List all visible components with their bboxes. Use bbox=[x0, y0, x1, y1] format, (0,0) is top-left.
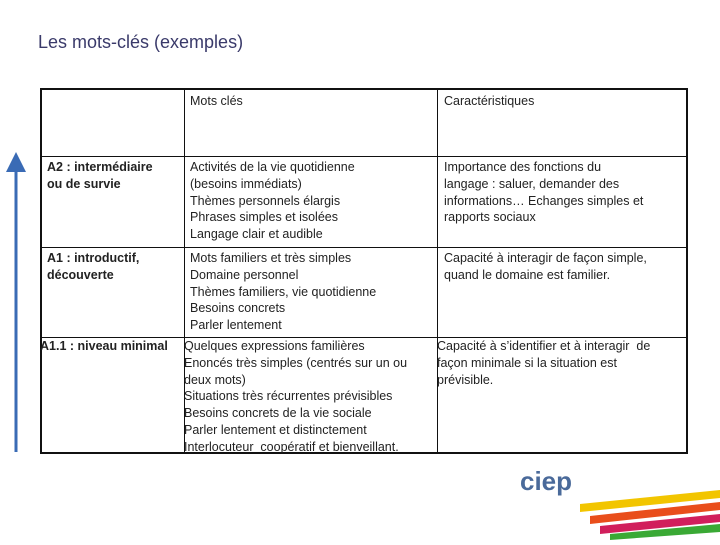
header-keywords: Mots clés bbox=[190, 94, 243, 108]
level-a1: A1 : introductif, découverte bbox=[47, 251, 140, 282]
ciep-logo bbox=[510, 460, 720, 540]
row-divider bbox=[42, 156, 686, 157]
characteristics-a1: Capacité à interagir de façon simple, quand le domaine est familier. bbox=[444, 251, 647, 282]
column-divider bbox=[437, 90, 438, 452]
level-a1-1: A1.1 : niveau minimal bbox=[40, 339, 168, 353]
characteristics-a2: Importance des fonctions du langage : saluer, demander des informations… Echanges simples et rapports sociaux bbox=[444, 160, 644, 225]
keywords-a2: Activités de la vie quotidienne (besoins immédiats) Thèmes personnels élargis Phrases simples et isolées Langage clair et audible bbox=[190, 160, 355, 242]
page-title: Les mots-clés (exemples) bbox=[38, 32, 244, 52]
header-characteristics: Caractéristiques bbox=[444, 94, 535, 108]
row-divider bbox=[42, 247, 686, 248]
level-a2: A2 : intermédiaire ou de survie bbox=[47, 160, 153, 191]
characteristics-a1-1: Capacité à s’identifier et à interagir de façon minimale si la situation est prévisible. bbox=[437, 339, 651, 387]
keywords-a1: Mots familiers et très simples Domaine personnel Thèmes familiers, vie quotidienne Besoins concrets Parler lentement bbox=[190, 251, 377, 333]
logo-stripes-icon bbox=[510, 460, 720, 540]
logo-text: ciep bbox=[520, 466, 573, 496]
keywords-a1-1: Quelques expressions familières Enoncés très simples (centrés sur un ou deux mots) Situations très récurrentes prévisibles Besoins concrets de la vie sociale Parler lentement et distinctement Interlocuteur coopératif et bienveillant. bbox=[184, 339, 408, 454]
progression-arrow-icon bbox=[0, 0, 40, 460]
